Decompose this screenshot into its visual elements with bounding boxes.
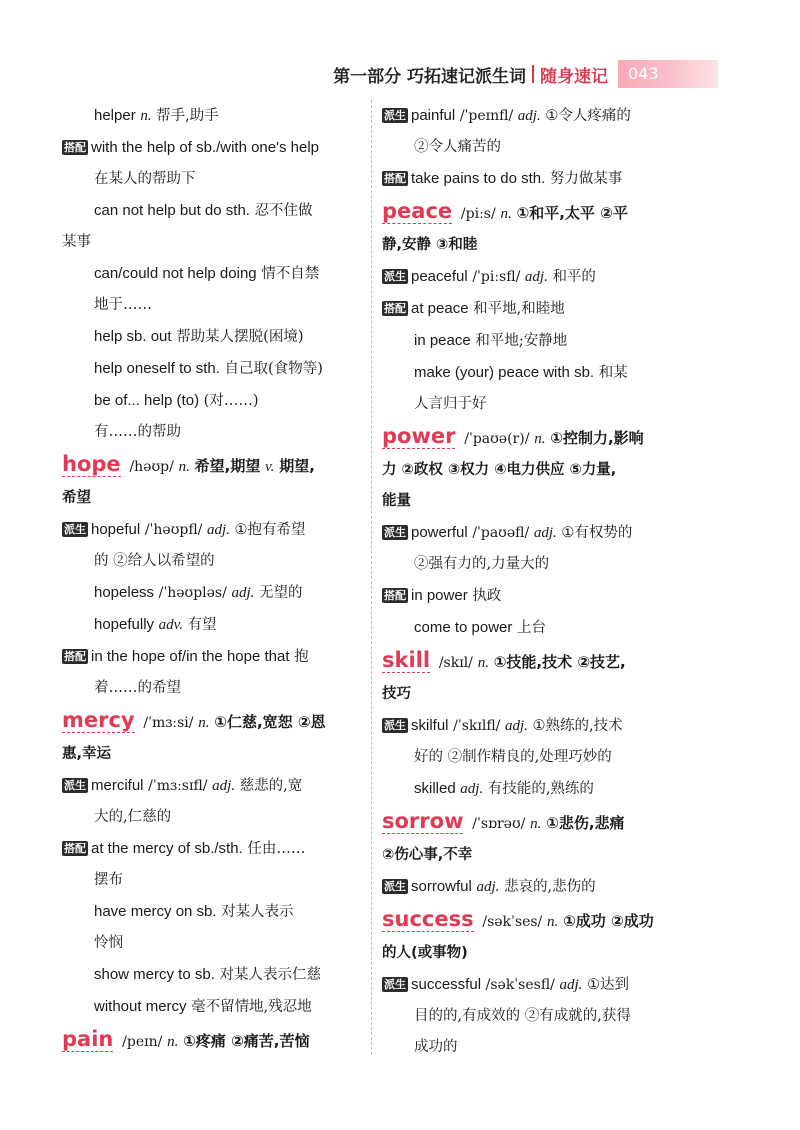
- phonetic: /ˈpaʊə(r)/: [464, 431, 530, 447]
- entry-line: [382, 100, 685, 132]
- entry-line: [62, 385, 362, 417]
- entry-line: [62, 483, 362, 514]
- entry-line: [382, 742, 685, 773]
- phonetic: /peɪn/: [122, 1034, 163, 1050]
- collocation: be of... help (to): [94, 392, 200, 409]
- derivative-tag: 派生: [384, 109, 406, 122]
- section-title: 第一部分 巧拓速记派生词: [333, 66, 526, 87]
- definition: 任由……: [247, 841, 306, 857]
- definition: 上台: [517, 620, 546, 636]
- collocation: in peace: [414, 332, 471, 349]
- definition: 静,安静 ③和睦: [382, 237, 478, 253]
- definition: 摆布: [94, 872, 123, 888]
- definition: ①悲伤,悲痛: [546, 814, 625, 832]
- headword: peace: [382, 199, 453, 223]
- page-header: [333, 58, 718, 90]
- derived-word: painful: [411, 107, 456, 124]
- definition: 目的的,有成效的 ②有成就的,获得: [414, 1008, 631, 1024]
- definition: 能量: [382, 493, 411, 509]
- collocation: help oneself to sth.: [94, 360, 220, 377]
- derivative-tag: 派生: [384, 719, 406, 732]
- derivative-tag: 派生: [64, 523, 86, 536]
- part-of-speech: adv.: [158, 617, 183, 633]
- definition: 有技能的,熟练的: [487, 781, 594, 797]
- entry-line: [62, 928, 362, 959]
- collocation-tag: 搭配: [64, 650, 86, 663]
- entry-line: [62, 132, 362, 164]
- definition: 惠,幸运: [62, 746, 112, 762]
- definition: 有……的帮助: [94, 424, 181, 440]
- definition: 和平地;安静地: [475, 333, 568, 349]
- definition: 努力做某事: [549, 171, 623, 187]
- definition: ①达到: [587, 977, 630, 993]
- headword-entry: [382, 903, 685, 938]
- definition: 自己取(食物等): [224, 361, 323, 377]
- definition: 和某: [598, 365, 628, 381]
- headword: sorrow: [382, 809, 464, 833]
- entry-line: [62, 290, 362, 321]
- headword-entry: [62, 1023, 362, 1058]
- phonetic: /ˈpiːsfl/: [472, 269, 521, 285]
- phonetic: /ˈmɜːsɪfl/: [148, 778, 208, 794]
- entry-line: [382, 549, 685, 580]
- entry-line: [382, 1001, 685, 1032]
- entry-line: [382, 261, 685, 293]
- collocation: make (your) peace with sb.: [414, 364, 595, 381]
- headword: pain: [62, 1027, 114, 1051]
- headword-entry: [62, 448, 362, 483]
- entry-line: [382, 325, 685, 357]
- derived-word: skilled: [414, 780, 456, 797]
- part-of-speech: adj.: [231, 585, 255, 601]
- definition: 悲哀的,悲伤的: [504, 879, 596, 895]
- headword-entry: [382, 195, 685, 230]
- entry-line: [382, 486, 685, 517]
- collocation-tag: 搭配: [384, 589, 406, 602]
- definition: 和平地,和睦地: [473, 301, 565, 317]
- entry-line: [382, 163, 685, 195]
- phonetic: /səkˈses/: [482, 914, 543, 930]
- headword-entry: [62, 704, 362, 739]
- derived-word: merciful: [91, 777, 144, 794]
- entry-line: [62, 514, 362, 546]
- entry-line: [62, 673, 362, 704]
- entry-line: [382, 455, 685, 486]
- collocation: in the hope of/in the hope that: [91, 648, 290, 665]
- derivative-tag: 派生: [64, 779, 86, 792]
- definition: ①仁慈,宽恕 ②恩: [214, 713, 326, 731]
- entry-line: [382, 969, 685, 1001]
- left-column: [62, 100, 362, 1058]
- definition: 怜悯: [94, 935, 123, 951]
- derivative-tag: 派生: [384, 978, 406, 991]
- part-of-speech: n.: [140, 108, 152, 124]
- derivative-tag: 派生: [384, 270, 406, 283]
- collocation: show mercy to sb.: [94, 966, 215, 983]
- entry-line: [62, 100, 362, 132]
- definition: ①令人疼痛的: [545, 108, 631, 124]
- definition: 慈悲的,宽: [239, 778, 303, 794]
- entry-line: [62, 417, 362, 448]
- phonetic: /həʊp/: [129, 459, 174, 475]
- definition: ①控制力,影响: [550, 429, 644, 447]
- phonetic: /piːs/: [460, 206, 496, 222]
- part-of-speech: adj.: [517, 108, 541, 124]
- entry-line: [62, 353, 362, 385]
- headword: power: [382, 424, 456, 448]
- series-title: 随身速记: [540, 66, 608, 87]
- collocation: can/could not help doing: [94, 265, 257, 282]
- phonetic: /ˈsɒrəʊ/: [472, 816, 526, 832]
- entry-line: [62, 959, 362, 991]
- headword: mercy: [62, 708, 135, 732]
- entry-line: [62, 991, 362, 1023]
- derived-word: hopefully: [94, 616, 155, 633]
- entry-line: [382, 357, 685, 389]
- entry-line: [382, 679, 685, 710]
- entry-line: [62, 770, 362, 802]
- entry-line: [382, 938, 685, 969]
- derived-word: helper: [94, 107, 136, 124]
- part-of-speech: adj.: [533, 525, 557, 541]
- definition: ①抱有希望: [234, 522, 306, 538]
- collocation: help sb. out: [94, 328, 172, 345]
- part-of-speech: n.: [530, 816, 542, 832]
- collocation-tag: 搭配: [384, 302, 406, 315]
- entry-line: [382, 132, 685, 163]
- part-of-speech: adj.: [460, 781, 484, 797]
- derived-word: skilful: [411, 717, 449, 734]
- definition: 情不自禁: [261, 266, 320, 282]
- derived-word: powerful: [411, 524, 468, 541]
- entry-line: [382, 773, 685, 805]
- entry-line: [382, 612, 685, 644]
- derived-word: sorrowful: [411, 878, 472, 895]
- entry-line: [382, 230, 685, 261]
- definition: 忍不住做: [254, 203, 313, 219]
- headword: hope: [62, 452, 121, 476]
- definition: ①疼痛 ②痛苦,苦恼: [183, 1032, 310, 1050]
- entry-line: [62, 227, 362, 258]
- part-of-speech: adj.: [212, 778, 236, 794]
- headword: skill: [382, 648, 431, 672]
- definition: 对某人表示: [221, 904, 294, 920]
- definition: 期望,: [279, 457, 315, 475]
- part-of-speech: n.: [500, 206, 512, 222]
- collocation-tag: 搭配: [64, 842, 86, 855]
- definition: 毫不留情地,残忍地: [191, 999, 312, 1015]
- definition: 着……的希望: [94, 680, 181, 696]
- definition: ①和平,太平 ②平: [516, 204, 628, 222]
- definition: 人言归于好: [414, 396, 487, 412]
- part-of-speech: n.: [547, 914, 559, 930]
- collocation: at peace: [411, 300, 469, 317]
- entry-line: [382, 871, 685, 903]
- entry-line: [62, 739, 362, 770]
- part-of-speech: adj.: [559, 977, 583, 993]
- part-of-speech: adj.: [207, 522, 230, 538]
- definition: 技巧: [382, 686, 411, 702]
- phonetic: /ˈhəʊpləs/: [158, 585, 227, 601]
- definition: 成功的: [414, 1039, 458, 1055]
- derived-word: successful: [411, 976, 482, 993]
- definition: 力 ②政权 ③权力 ④电力供应 ⑤力量,: [382, 462, 617, 478]
- collocation: can not help but do sth.: [94, 202, 250, 219]
- headword-entry: [382, 805, 685, 840]
- collocation: with the help of sb./with one's help: [91, 139, 320, 156]
- part-of-speech: n.: [534, 431, 546, 447]
- collocation: without mercy: [94, 998, 187, 1015]
- derived-word: hopeless: [94, 584, 155, 601]
- definition: ①成功 ②成功: [563, 912, 654, 930]
- phonetic: /ˈskɪlfl/: [453, 718, 501, 734]
- headword-entry: [382, 420, 685, 455]
- definition: 的 ②给人以希望的: [94, 553, 215, 569]
- phonetic: /səkˈsesfl/: [485, 977, 555, 993]
- phonetic: /ˈpeɪnfl/: [459, 108, 514, 124]
- phonetic: /skɪl/: [438, 655, 473, 671]
- entry-line: [62, 641, 362, 673]
- definition: 抱: [294, 649, 309, 665]
- collocation: have mercy on sb.: [94, 903, 217, 920]
- definition: 地于……: [94, 297, 152, 313]
- collocation-tag: 搭配: [64, 141, 86, 154]
- definition: 执政: [472, 588, 502, 604]
- definition: 帮助某人摆脱(困境): [176, 329, 304, 345]
- part-of-speech: n.: [178, 459, 190, 475]
- headword: success: [382, 907, 474, 931]
- definition: 和平的: [552, 269, 596, 285]
- column-divider: [371, 100, 372, 1055]
- part-of-speech: v.: [265, 459, 275, 475]
- definition: ②令人痛苦的: [414, 139, 501, 155]
- headword-entry: [382, 644, 685, 679]
- entry-line: [62, 546, 362, 577]
- entry-line: [382, 389, 685, 420]
- definition: 无望的: [258, 585, 303, 601]
- entry-line: [62, 865, 362, 896]
- definition: 的人(或事物): [382, 945, 468, 961]
- part-of-speech: n.: [198, 715, 210, 731]
- collocation-tag: 搭配: [384, 172, 406, 185]
- entry-line: [382, 293, 685, 325]
- page-number: 043: [618, 60, 718, 88]
- definition: (对……): [203, 393, 259, 409]
- part-of-speech: n.: [167, 1034, 179, 1050]
- definition: 对某人表示仁慈: [219, 967, 321, 983]
- entry-line: [62, 609, 362, 641]
- definition: ②强有力的,力量大的: [414, 556, 550, 572]
- definition: ①熟练的,技术: [532, 718, 623, 734]
- definition: 在某人的帮助下: [94, 171, 196, 187]
- entry-line: [382, 1032, 685, 1063]
- entry-line: [62, 833, 362, 865]
- entry-line: [62, 802, 362, 833]
- entry-line: [62, 164, 362, 195]
- definition: 有望: [187, 617, 217, 633]
- derived-word: hopeful: [91, 521, 141, 538]
- definition: ①技能,技术 ②技艺,: [493, 653, 626, 671]
- definition: 希望,期望: [194, 457, 261, 475]
- header-divider: [532, 65, 534, 83]
- derived-word: peaceful: [411, 268, 468, 285]
- entry-line: [382, 580, 685, 612]
- part-of-speech: adj.: [504, 718, 528, 734]
- entry-line: [62, 321, 362, 353]
- definition: 某事: [62, 234, 91, 250]
- phonetic: /ˈpaʊəfl/: [472, 525, 530, 541]
- phonetic: /ˈhəʊpfl/: [144, 522, 203, 538]
- collocation: take pains to do sth.: [411, 170, 546, 187]
- definition: 好的 ②制作精良的,处理巧妙的: [414, 749, 612, 765]
- collocation: at the mercy of sb./sth.: [91, 840, 243, 857]
- definition: ②伤心事,不幸: [382, 847, 473, 863]
- part-of-speech: adj.: [476, 879, 500, 895]
- right-column: [382, 100, 685, 1063]
- entry-line: [382, 840, 685, 871]
- entry-line: [382, 710, 685, 742]
- derivative-tag: 派生: [384, 880, 406, 893]
- entry-line: [62, 896, 362, 928]
- part-of-speech: n.: [477, 655, 489, 671]
- entry-line: [62, 258, 362, 290]
- entry-line: [382, 517, 685, 549]
- definition: 大的,仁慈的: [94, 809, 172, 825]
- definition: ①有权势的: [561, 525, 633, 541]
- phonetic: /ˈmɜːsi/: [143, 715, 194, 731]
- collocation: in power: [411, 587, 468, 604]
- entry-line: [62, 195, 362, 227]
- derivative-tag: 派生: [384, 526, 406, 539]
- definition: 希望: [62, 490, 91, 506]
- collocation: come to power: [414, 619, 513, 636]
- definition: 帮手,助手: [156, 108, 219, 124]
- entry-line: [62, 577, 362, 609]
- part-of-speech: adj.: [524, 269, 548, 285]
